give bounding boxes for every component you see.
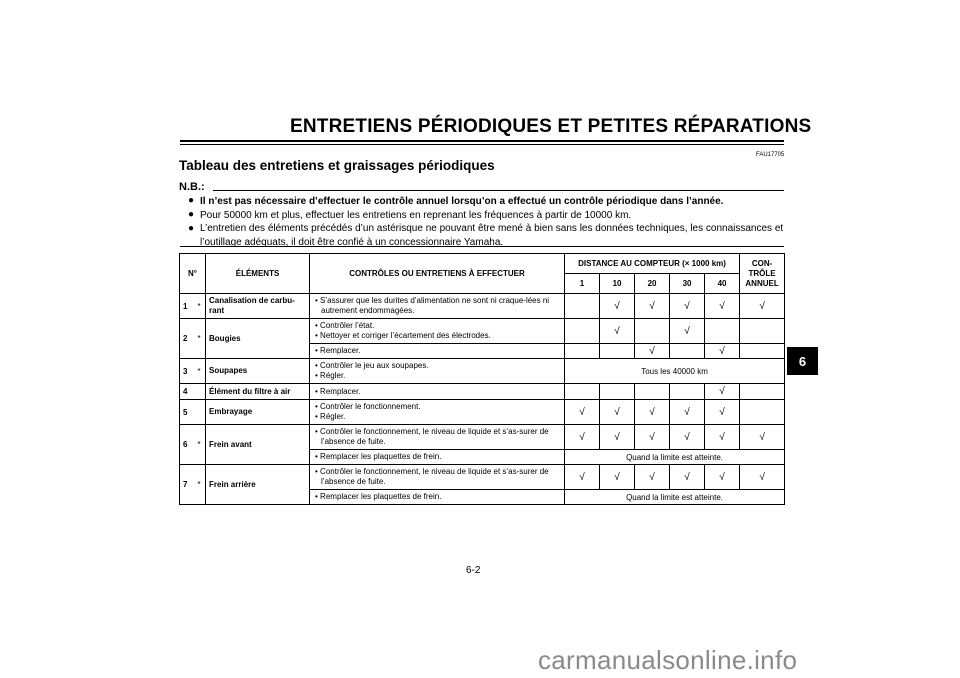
interval-note: Quand la limite est atteinte. [565, 450, 785, 465]
check-cell: √ [705, 425, 740, 450]
table-row [180, 465, 785, 490]
check-cell: √ [705, 294, 740, 319]
bullet-icon: ● [188, 209, 195, 220]
table-row [180, 400, 785, 425]
row-number: 6 [180, 425, 198, 465]
check-cell [565, 294, 600, 319]
header-km: 20 [635, 274, 670, 294]
row-element: Embrayage [206, 400, 310, 425]
control-item: • Remplacer les plaquettes de frein. [315, 452, 442, 461]
row-element: Frein avant [206, 425, 310, 465]
page-header-title: ENTRETIENS PÉRIODIQUES ET PETITES RÉPARATIONS [290, 116, 812, 137]
check-cell: √ [670, 319, 705, 344]
check-cell [565, 344, 600, 359]
check-cell [635, 384, 670, 400]
check-cell: √ [635, 400, 670, 425]
chapter-tab: 6 [787, 347, 818, 375]
asterisk: * [198, 294, 206, 319]
table-row [180, 425, 785, 450]
check-cell: √ [565, 465, 600, 490]
header-km: 10 [600, 274, 635, 294]
check-cell: √ [600, 400, 635, 425]
check-cell: √ [565, 425, 600, 450]
check-cell: √ [635, 425, 670, 450]
check-cell: √ [670, 425, 705, 450]
check-cell [670, 344, 705, 359]
check-cell [635, 319, 670, 344]
asterisk [198, 384, 206, 400]
check-cell: √ [600, 294, 635, 319]
document-code: FAU17705 [756, 152, 785, 158]
check-cell: √ [740, 465, 785, 490]
check-cell: √ [635, 344, 670, 359]
table-row [180, 359, 785, 384]
header-elements: ÉLÉMENTS [206, 254, 310, 294]
control-item: • Contrôler le fonctionnement. [315, 402, 421, 411]
row-number: 7 [180, 465, 198, 505]
check-cell: √ [705, 400, 740, 425]
control-item: • Remplacer. [315, 386, 361, 396]
check-cell: √ [600, 319, 635, 344]
table-row [180, 319, 785, 344]
asterisk: * [198, 359, 206, 384]
nb-rule [213, 190, 784, 191]
control-item: • S’assurer que les durites d’alimentation ne sont ni craque-lées ni autrement endommagées. [315, 296, 550, 315]
row-number: 3 [180, 359, 198, 384]
control-item: • Contrôler l’état. [315, 321, 375, 330]
check-cell [565, 319, 600, 344]
header-rule [180, 140, 784, 142]
asterisk: * [198, 319, 206, 359]
check-cell [670, 384, 705, 400]
row-number: 2 [180, 319, 198, 359]
check-cell: √ [635, 465, 670, 490]
watermark: carmanualsonline.info [538, 645, 798, 675]
check-cell: √ [740, 294, 785, 319]
check-cell [740, 344, 785, 359]
asterisk: * [198, 465, 206, 505]
control-item: • Contrôler le fonctionnement, le niveau de liquide et s’as-surer de l’absence de fuite. [315, 427, 549, 446]
interval-note: Quand la limite est atteinte. [565, 490, 785, 505]
page-number: 6-2 [466, 565, 481, 576]
nb-item-2: Pour 50000 km et plus, effectuer les entretiens en reprenant les fréquences à partir de 10000 km. [200, 210, 632, 221]
control-item: • Nettoyer et corriger l’écartement des électrodes. [315, 331, 491, 340]
header-distance: DISTANCE AU COMPTEUR (× 1000 km) [565, 254, 740, 274]
row-element: Bougies [206, 319, 310, 359]
asterisk: * [198, 425, 206, 465]
control-item: • Remplacer les plaquettes de frein. [315, 492, 442, 501]
row-element: Canalisation de carbu-rant [206, 294, 310, 319]
check-cell: √ [740, 425, 785, 450]
check-cell: √ [705, 465, 740, 490]
check-cell [565, 384, 600, 400]
maintenance-table [179, 253, 785, 505]
check-cell: √ [670, 400, 705, 425]
row-element: Élément du filtre à air [206, 384, 310, 400]
check-cell [600, 384, 635, 400]
row-element: Soupapes [206, 359, 310, 384]
control-item: • Contrôler le jeu aux soupapes. [315, 361, 429, 370]
table-row [180, 294, 785, 319]
check-cell: √ [670, 465, 705, 490]
check-cell [705, 319, 740, 344]
header-km: 1 [565, 274, 600, 294]
asterisk [198, 400, 206, 425]
nb-label: N.B.: [179, 181, 205, 193]
row-number: 4 [180, 384, 198, 400]
interval-note: Tous les 40000 km [565, 359, 785, 384]
header-num: N° [180, 254, 206, 294]
control-item: • Contrôler le fonctionnement, le niveau de liquide et s’as-surer de l’absence de fuite. [315, 467, 549, 486]
header-km: 30 [670, 274, 705, 294]
control-item: • Régler. [315, 412, 346, 421]
bullet-icon: ● [188, 223, 195, 234]
check-cell [600, 344, 635, 359]
check-cell: √ [565, 400, 600, 425]
header-rule-thin [180, 144, 784, 145]
check-cell: √ [600, 425, 635, 450]
nb-item-3: L’entretien des éléments précédés d’un astérisque ne pouvant être mené à bien sans les données techniques, les connaissances et l’outillage adéquats, il doit être confié à un concessionnaire Yamaha. [200, 223, 784, 248]
row-number: 5 [180, 400, 198, 425]
header-controls: CONTRÔLES OU ENTRETIENS À EFFECTUER [310, 254, 565, 294]
bullet-icon: ● [188, 195, 195, 206]
check-cell: √ [705, 384, 740, 400]
check-cell: √ [705, 344, 740, 359]
nb-item-1: Il n’est pas nécessaire d’effectuer le contrôle annuel lorsqu’on a effectué un contrôle périodique dans l’année. [200, 196, 724, 207]
header-km: 40 [705, 274, 740, 294]
section-title: Tableau des entretiens et graissages périodiques [179, 158, 495, 173]
check-cell [740, 319, 785, 344]
divider-rule [180, 246, 784, 247]
row-number: 1 [180, 294, 198, 319]
check-cell: √ [635, 294, 670, 319]
check-cell: √ [670, 294, 705, 319]
check-cell [740, 384, 785, 400]
row-element: Frein arrière [206, 465, 310, 505]
table-row [180, 384, 785, 400]
header-annual: CON-TRÔLE ANNUEL [740, 254, 785, 294]
control-item: • Régler. [315, 371, 346, 380]
check-cell: √ [600, 465, 635, 490]
check-cell [740, 400, 785, 425]
control-item: • Remplacer. [315, 346, 361, 355]
